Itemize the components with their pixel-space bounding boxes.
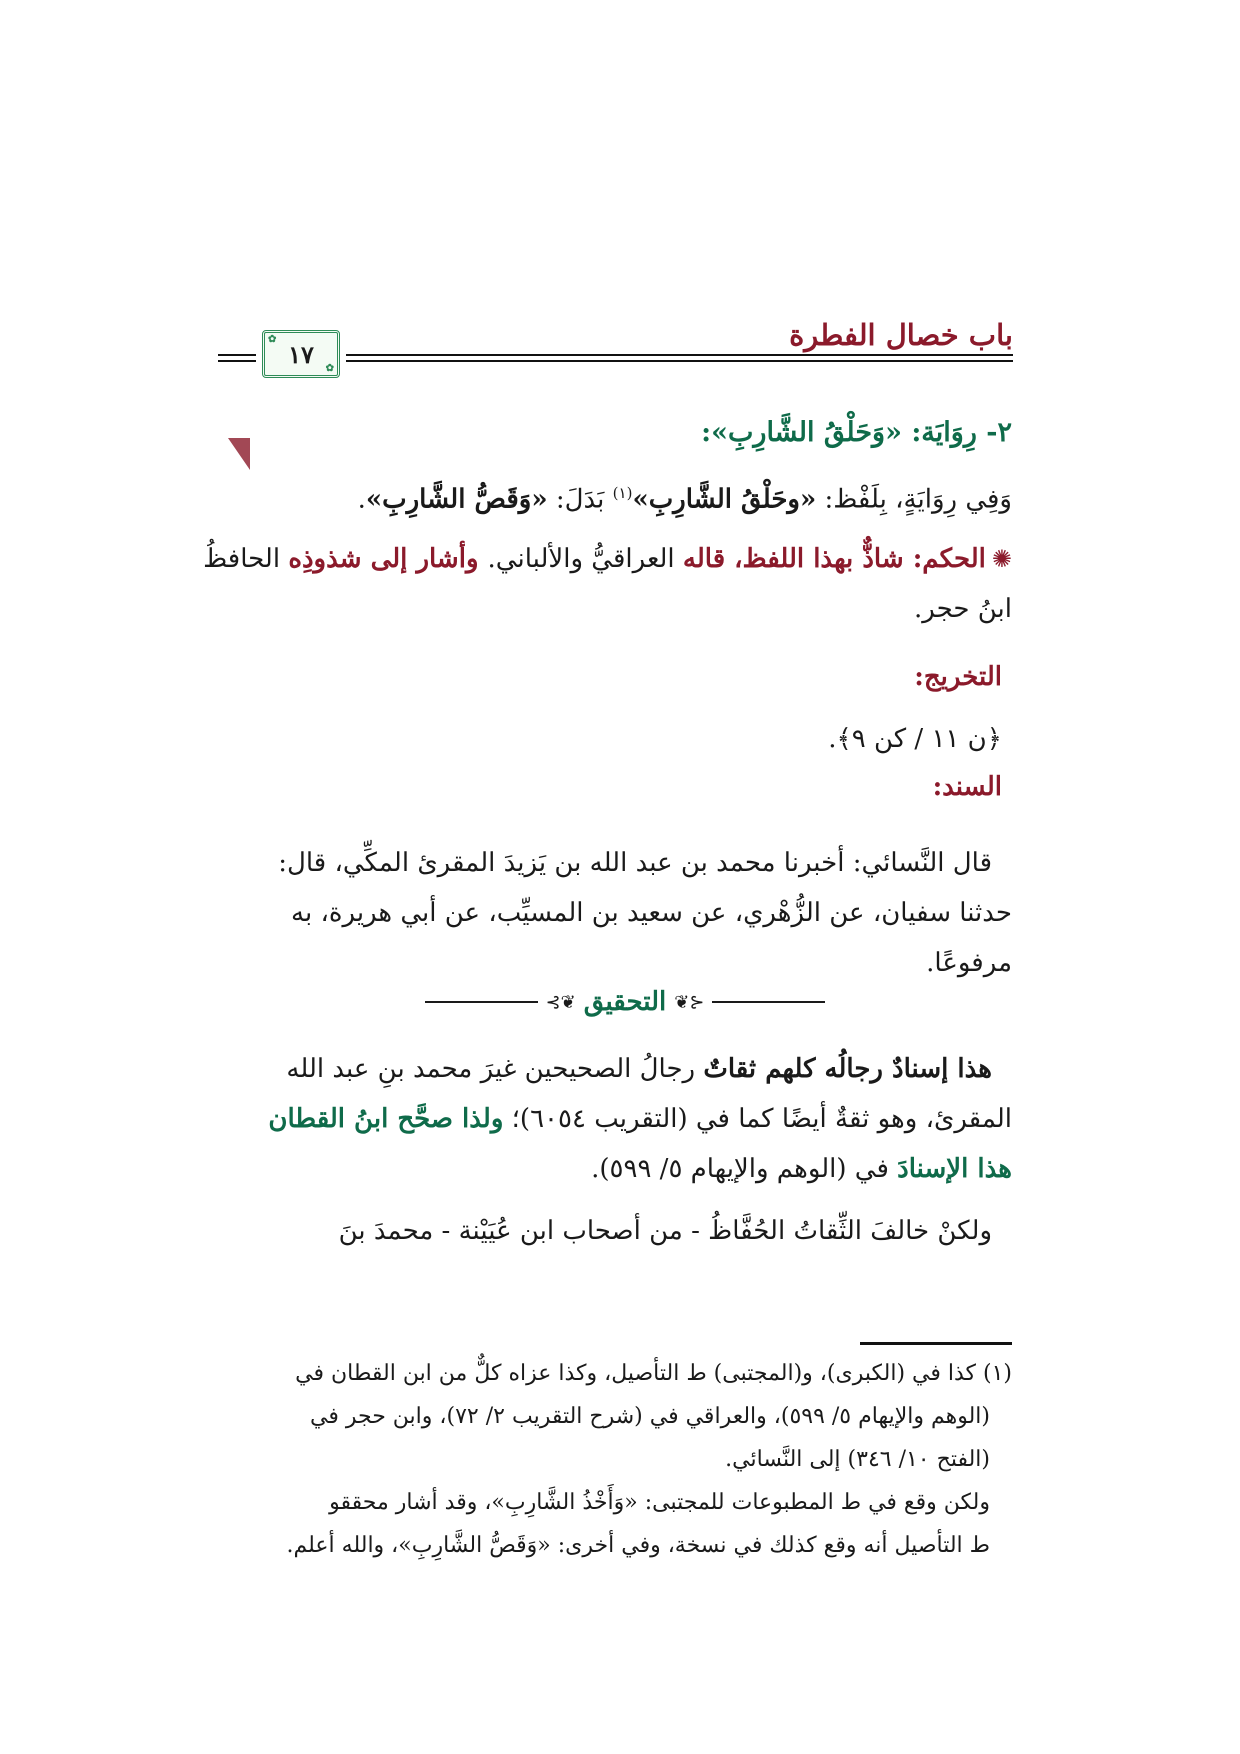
flourish-right-icon: ❦⊱: [674, 991, 705, 1013]
divider-line-right: [712, 1001, 825, 1003]
tahqiq-line-1: [232, 1044, 1012, 1094]
page-number-badge: ✿ ١٧ ✿: [262, 330, 340, 378]
ruling-line-1: [203, 534, 1012, 584]
footnote-line-5: ط التأصيل أنه وقع كذلك في نسخة، وفي أخرى: «وَقَصُّ الشَّارِبِ»، والله أعلم.: [286, 1533, 990, 1558]
ruling-plain-2: الحافظُ: [203, 544, 289, 574]
takhrij-text: ﴿ن ١١ / كن ٩﴾.: [828, 724, 1002, 754]
tahqiq-bold-1: هذا إسنادٌ رجالُه كلهم ثقاتٌ: [703, 1054, 992, 1084]
tahqiq-green-2: ولذا صحَّح ابنُ القطان: [268, 1104, 504, 1134]
tahqiq-line-3: [232, 1144, 1012, 1194]
section-heading: ٢- رِوَايَة: «وَحَلْقُ الشَّارِبِ»:: [701, 417, 1012, 448]
star-ornament-icon: ✺: [991, 545, 1012, 573]
ruling-block: [203, 534, 1012, 634]
ruling-red-1: شاذٌّ بهذا اللفظ، قاله: [682, 544, 913, 574]
sanad-line-1: قال النَّسائي: أخبرنا محمد بن عبد الله بن يَزيدَ المقرئ المكِّي، قال:: [278, 848, 992, 878]
header-rule-right-2: [346, 360, 1013, 362]
intro-quote-1: «وحَلْقُ الشَّارِبِ»: [632, 484, 817, 515]
tahqiq-block: [232, 1044, 1012, 1256]
intro-quote-2: «وَقَصُّ الشَّارِبِ»: [365, 484, 548, 515]
intro-pre: وَفِي رِوَايَةٍ، بِلَفْظ:: [816, 484, 1012, 515]
tahqiq-line-2: [232, 1094, 1012, 1144]
ruling-red-2: وأشار إلى شذوذِه: [288, 544, 488, 574]
running-title: باب خصال الفطرة: [789, 318, 1013, 352]
intro-end: .: [357, 484, 366, 515]
intro-line: [232, 468, 1012, 525]
ruling-label: الحكم:: [912, 544, 986, 574]
section-heading-block: [232, 408, 1012, 458]
intro-mid: بَدَلَ:: [547, 484, 613, 515]
footnote-line-1: (١) كذا في (الكبرى)، و(المجتبى) ط التأصيل، وكذا عزاه كلٌّ من ابن القطان في: [295, 1361, 1012, 1386]
tahqiq-title: التحقيق: [583, 987, 667, 1017]
header-rule-left-2: [218, 360, 256, 362]
sanad-label: السند:: [932, 772, 1002, 802]
footnote-separator: [860, 1342, 1012, 1345]
footnotes-block: [232, 1352, 1012, 1567]
corner-ornament-icon: [228, 438, 250, 470]
tahqiq-divider: [425, 982, 825, 1022]
divider-line-left: [425, 1001, 538, 1003]
footnote-line-3: (الفتح ١٠/ ٣٤٦) إلى النَّسائي.: [725, 1447, 990, 1472]
takhrij-label: التخريج:: [914, 662, 1002, 692]
tahqiq-rest-1: رجالُ الصحيحين غيرَ محمد بنِ عبد الله: [286, 1054, 704, 1084]
sanad-line-3: مرفوعًا.: [926, 948, 1012, 978]
header-rule-right: [346, 354, 1013, 356]
ruling-plain-1: العراقيُّ والألباني.: [487, 544, 683, 574]
tahqiq-green-3: هذا الإسنادَ: [897, 1154, 1012, 1184]
footnote-line-4: ولكن وقع في ط المطبوعات للمجتبى: «وَأَخْذُ الشَّارِبِ»، وقد أشار محققو: [329, 1490, 990, 1515]
footnote-line-2: (الوهم والإيهام ٥/ ٥٩٩)، والعراقي في (شرح التقريب ٢/ ٧٢)، وابن حجر في: [310, 1404, 990, 1429]
header-rule-left: [218, 354, 256, 356]
flourish-left-icon: ⊰❦: [545, 991, 576, 1013]
footnote-ref: (١): [612, 484, 633, 502]
takhrij-block: [222, 652, 1012, 764]
ruling-line-2: ابنُ حجر.: [914, 594, 1012, 624]
tahqiq-pre-2: المقرئ، وهو ثقةٌ أيضًا كما في (التقريب ٦٠٥٤)؛: [503, 1104, 1012, 1134]
tahqiq-rest-3: في (الوهم والإيهام ٥/ ٥٩٩).: [591, 1154, 898, 1184]
tahqiq-line-4: ولكنْ خالفَ الثِّقاتُ الحُفَّاظُ - من أصحاب ابن عُيَيْنة - محمدَ بنَ: [338, 1216, 992, 1246]
sanad-label-block: [222, 762, 1012, 812]
intro-block: [232, 468, 1012, 525]
sanad-block: [232, 838, 1012, 988]
sanad-line-2: حدثنا سفيان، عن الزُّهْري، عن سعيد بن المسيِّب، عن أبي هريرة، به: [291, 898, 1012, 928]
page-header: [218, 318, 1013, 384]
